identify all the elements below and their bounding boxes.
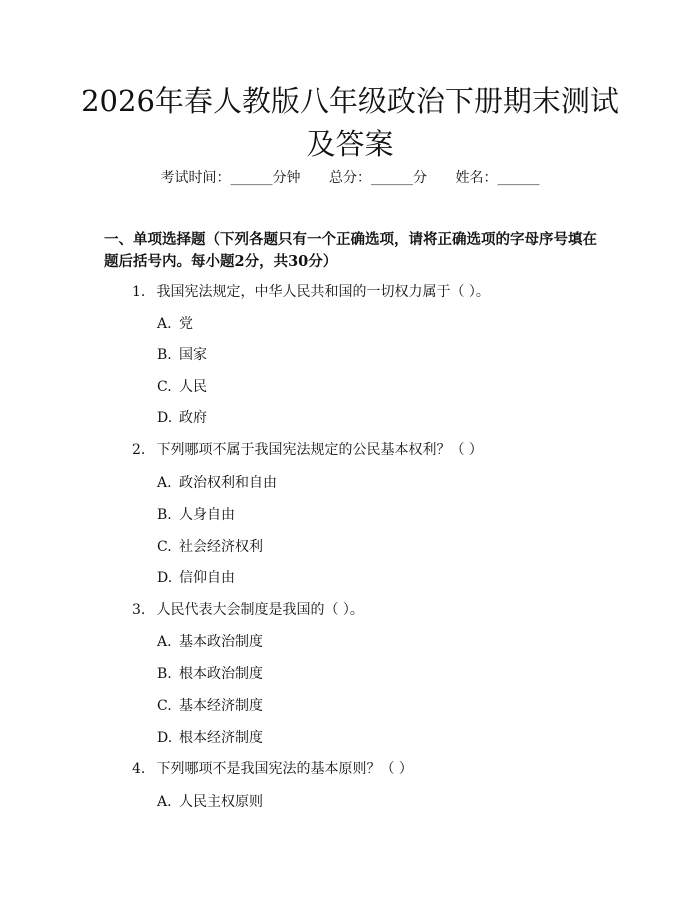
option-text: 人民主权原则 <box>179 794 263 810</box>
section-heading: 一、单项选择题（下列各题只有一个正确选项，请将正确选项的字母序号填在题后括号内。每小题2分，共30分） <box>104 231 597 270</box>
question-number: 2. <box>132 442 146 458</box>
option-letter: A. <box>157 475 172 491</box>
question-3-option-b <box>157 664 263 684</box>
question-3 <box>132 600 364 620</box>
question-1-option-d <box>157 408 207 428</box>
option-letter: D. <box>157 410 173 426</box>
question-3-option-c <box>157 696 263 716</box>
option-text: 基本政治制度 <box>179 634 263 650</box>
question-2 <box>132 440 483 460</box>
option-text: 基本经济制度 <box>179 698 263 714</box>
option-letter: C. <box>157 539 172 555</box>
question-2-option-d <box>157 568 235 588</box>
exam-time-field: 考试时间：______分钟 <box>160 170 301 186</box>
question-4 <box>132 759 413 779</box>
exam-info-line <box>0 168 700 188</box>
question-1-option-a <box>157 314 193 334</box>
option-letter: B. <box>157 666 172 682</box>
option-text: 根本经济制度 <box>179 730 263 746</box>
option-letter: B. <box>157 507 172 523</box>
option-letter: A. <box>157 316 172 332</box>
option-text: 根本政治制度 <box>179 666 263 682</box>
question-3-option-d <box>157 728 263 748</box>
document-title: 2026年春人教版八年级政治下册期末测试及答案 <box>81 84 619 161</box>
option-text: 党 <box>179 316 193 332</box>
option-letter: B. <box>157 347 172 363</box>
option-text: 政府 <box>179 410 207 426</box>
option-letter: A. <box>157 794 172 810</box>
question-4-option-a <box>157 792 263 812</box>
total-score-field: 总分：______分 <box>329 170 427 186</box>
question-1-option-b <box>157 345 207 365</box>
option-text: 人身自由 <box>179 507 235 523</box>
question-text: 下列哪项不是我国宪法的基本原则？（ ） <box>156 761 413 777</box>
question-text: 人民代表大会制度是我国的（ ）。 <box>156 602 364 618</box>
option-letter: C. <box>157 698 172 714</box>
option-text: 政治权利和自由 <box>179 475 277 491</box>
question-text: 我国宪法规定，中华人民共和国的一切权力属于（ ）。 <box>156 284 490 300</box>
option-letter: A. <box>157 634 172 650</box>
question-number: 3. <box>132 602 146 618</box>
question-2-option-b <box>157 505 235 525</box>
option-text: 社会经济权利 <box>179 539 263 555</box>
option-text: 信仰自由 <box>179 570 235 586</box>
question-2-option-a <box>157 473 277 493</box>
option-letter: C. <box>157 379 172 395</box>
question-text: 下列哪项不属于我国宪法规定的公民基本权利？（ ） <box>156 442 483 458</box>
option-letter: D. <box>157 730 173 746</box>
option-text: 人民 <box>179 379 207 395</box>
question-3-option-a <box>157 632 263 652</box>
question-1-option-c <box>157 377 207 397</box>
question-1 <box>132 282 490 302</box>
question-number: 4. <box>132 761 146 777</box>
option-text: 国家 <box>179 347 207 363</box>
question-2-option-c <box>157 537 263 557</box>
student-name-field: 姓名：______ <box>455 170 540 186</box>
question-number: 1. <box>132 284 146 300</box>
option-letter: D. <box>157 570 173 586</box>
